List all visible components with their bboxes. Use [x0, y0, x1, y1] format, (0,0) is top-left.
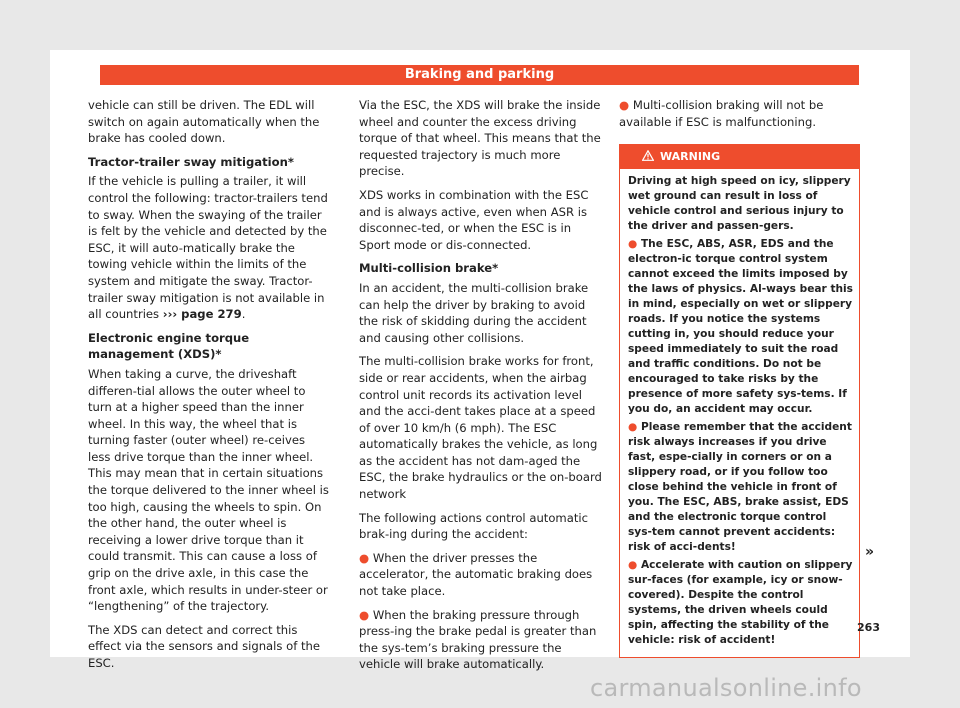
paragraph: XDS works in combination with the ESC and is always active, even when ASR is disconnec-ted, or when the ESC is in Sport mode or dis-connected. — [359, 187, 589, 252]
column-middle — [359, 97, 602, 680]
section-heading: Electronic engine torque management (XDS)* — [88, 330, 250, 362]
warning-title: WARNING — [660, 150, 721, 164]
warning-list-text: Please remember that the accident risk always increases if you drive fast, espe-cially in corners or on a slippery road, or if you follow too close behind the vehicle in front of you. The ESC, ABS, brake assist, EDS and the electronic torque control sys-tem cannot prevent accidents: risk of acci-dents! — [628, 421, 852, 554]
warning-box — [619, 144, 860, 658]
bullet-icon: ● — [628, 421, 638, 434]
paragraph: The multi-collision brake works for front, side or rear accidents, when the airbag control unit records its activation level and the acci-dent takes place at a speed of over 10 km/h (6 mph). The ESC automatically brakes the vehicle, as long as the accident has not dam-aged the ESC, the brake hydraulics or the on-board network — [359, 354, 602, 502]
paragraph: vehicle can still be driven. The EDL will switch on again automatically when the brake has cooled down. — [88, 98, 320, 146]
warning-header — [620, 145, 859, 169]
bullet-icon: ● — [628, 559, 638, 572]
paragraph-text: If the vehicle is pulling a trailer, it will control the following: tractor-trailers tend to sway. When the swaying of the trailer is felt by the vehicle and detected by the ESC, it will auto-matically brake the towing vehicle within the limits of the system and mitigate the sway. Tractor-trailer sway mitigation is not available in all countries — [88, 174, 328, 322]
warning-list-text: Accelerate with caution on slippery sur-faces (for example, icy or snow-covered). Despite the control systems, the driven wheels could spin, affecting the stability of the vehicle: risk of accident! — [628, 559, 853, 647]
bullet-icon: ● — [359, 607, 370, 622]
list-item-text: Multi-collision braking will not be available if ESC is malfunctioning. — [619, 98, 824, 129]
manual-page — [50, 50, 910, 672]
bullet-icon: ● — [628, 238, 638, 251]
page-number: 263 — [857, 621, 880, 634]
warning-paragraph: Driving at high speed on icy, slippery wet ground can result in loss of vehicle control and serious injury to the driver and passen-gers. — [628, 175, 851, 233]
paragraph: The following actions control automatic brak-ing during the accident: — [359, 510, 588, 542]
paragraph: When taking a curve, the driveshaft differen-tial allows the outer wheel to turn at a higher speed than the inner wheel. In this way, the wheel that is turning faster (outer wheel) re-ceives less drive torque than the inner wheel. This may mean that in certain situations the torque delivered to the inner wheel is too high, causing the wheels to spin. On the other hand, the outer wheel is receiving a lower drive torque than it could transmit. This can cause a loss of grip on the drive axle, in this case the front axle, which results in under-steer or “lengthening” of the trajectory. — [88, 366, 329, 614]
warning-triangle-icon — [642, 150, 654, 163]
paragraph — [88, 173, 329, 322]
warning-list-text: The ESC, ABS, ASR, EDS and the electron-ic torque control system cannot exceed the limits imposed by the laws of physics. Al-ways bear this in mind, especially on wet or slippery roads. If you notice the systems cutting in, you should reduce your speed immediately to suit the road and traffic conditions. Do not be encouraged to take risks by the presence of more safety sys-tems. If you do, an accident may occur. — [628, 238, 853, 416]
bullet-icon: ● — [359, 550, 370, 565]
list-item-text: When the braking pressure through press-ing the brake pedal is greater than the sys-tem’s braking pressure the vehicle will brake automatically. — [359, 607, 597, 672]
column-right — [619, 97, 860, 658]
page-reference-link[interactable]: ››› page 279 — [162, 307, 242, 322]
watermark: carmanualsonline.info — [590, 674, 862, 702]
list-item — [619, 97, 860, 130]
section-heading: Multi-collision brake* — [359, 261, 499, 276]
paragraph-end: . — [241, 307, 246, 322]
section-heading: Tractor-trailer sway mitigation* — [88, 154, 294, 169]
paragraph: In an accident, the multi-collision brake can help the driver by braking to avoid the risk of skidding during the accident and causing other collisions. — [359, 280, 589, 345]
column-left — [88, 97, 329, 679]
bullet-icon: ● — [619, 98, 630, 112]
section-header: Braking and parking — [100, 65, 859, 85]
warning-list-item — [628, 420, 853, 555]
paragraph: Via the ESC, the XDS will brake the inside wheel and counter the excess driving torque of that wheel. This means that the requested trajectory is much more precise. — [359, 98, 601, 179]
warning-body — [620, 169, 859, 657]
paragraph: The XDS can detect and correct this effect via the sensors and signals of the ESC. — [88, 622, 320, 670]
warning-list-item — [628, 237, 853, 417]
warning-list-item — [628, 558, 853, 648]
list-item-text: When the driver presses the accelerator, the automatic braking does not take place. — [359, 550, 593, 599]
continued-arrow-icon: » — [865, 544, 875, 560]
list-item — [359, 607, 602, 673]
list-item — [359, 550, 602, 600]
